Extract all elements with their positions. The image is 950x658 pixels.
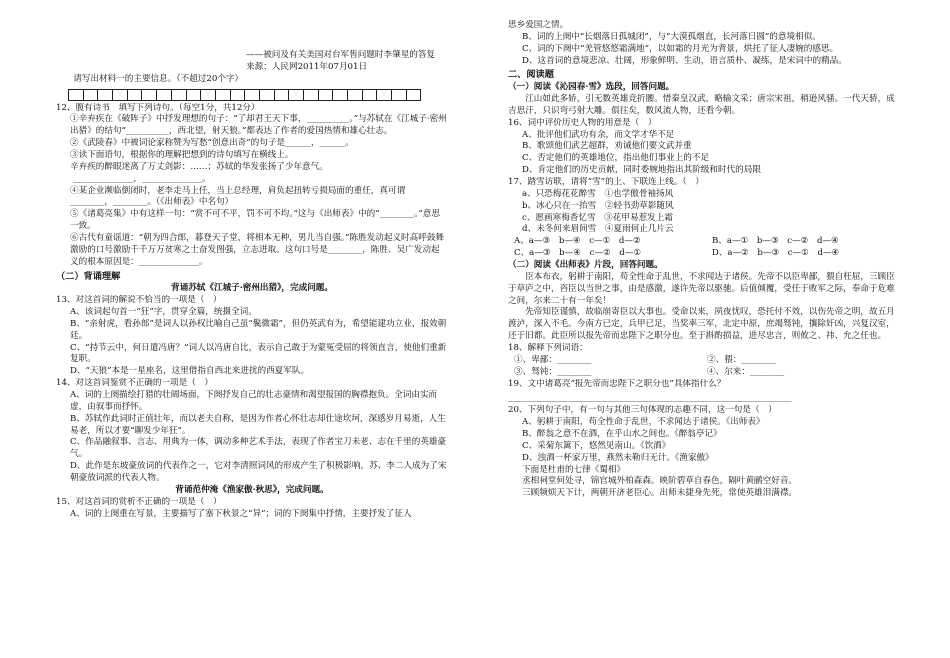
option-item: ①、卑鄙：________	[514, 354, 592, 365]
answer-cell[interactable]	[127, 89, 142, 101]
question-line: 13、对这首词的解说不恰当的一项是（ ）	[56, 295, 222, 306]
option-text: c、愿画寒梅香忆雪 ③花甲易惹发上霜	[522, 212, 673, 223]
answer-cell[interactable]	[303, 89, 318, 101]
option-text: ⑥古代有童谣道：“朝为四合郎，暮登天子堂，将相本无种，男儿当自强。”陈胜发动起义时高呼鼓舞激励的口号激励千千万万贫寒之士奋发图强，立志进取。这句口号是________，陈胜、吴广发动起义的根本原因是：______________。	[70, 233, 445, 267]
reading-heading: （一）阅读《沁园春·雪》选段，回答问题。	[508, 82, 675, 93]
option-text: D、浊酒一杯家万里，燕然未勒归无计。《渔家傲》	[522, 452, 714, 463]
answer-cell[interactable]	[112, 89, 127, 101]
answer-cell[interactable]	[171, 89, 186, 101]
answer-cell[interactable]	[83, 89, 98, 101]
source-line: 来源：人民网2011年07月01日	[246, 61, 368, 72]
question-line: ______________，______________。	[56, 173, 211, 184]
question-line: 15、对这首词的赏析不正确的一项是（ ）	[56, 496, 222, 507]
answer-cell[interactable]	[288, 89, 303, 101]
option-text: 三顾频烦天下计，两朝开济老臣心。出师未捷身先死，常使英雄泪满襟。	[522, 488, 798, 499]
option-text: 辛弃疾的醉眼迷离了万丈剑影：……；苏轼的华发张扬了少年意气。	[70, 161, 328, 172]
answer-cell[interactable]	[376, 89, 391, 101]
option-text: C、“持节云中，何日遣冯唐？”词人以冯唐自比，表示自己敢于为蒙冤受屈的将领直言，使他们重新复职。	[70, 342, 447, 365]
option-row	[508, 236, 900, 248]
option-row	[508, 248, 900, 260]
option-text: B、苏轼作此词时正值壮年，而以老夫自称，是因为作者心怀壮志却仕途坎坷，深感岁月易逝，人生易老，所以才要“聊发少年狂”。	[70, 413, 446, 436]
option-item: C、a—③ b—④ c—② d—①	[514, 248, 642, 259]
left-column	[56, 50, 448, 520]
option-item	[676, 236, 702, 248]
answer-cell[interactable]	[215, 89, 230, 101]
option-text: B、歌颂他们武艺超群，劝诫他们要文武并重	[522, 141, 692, 152]
option-text: D、肯定他们的历史贡献，同时委婉地指出其阶级和时代的局限	[522, 165, 761, 176]
reading-heading: （二）阅读《出师表》片段，回答问题。	[508, 260, 663, 271]
option-text: C、采菊东篱下，悠然见南山。《饮酒》	[522, 440, 671, 451]
answer-cell[interactable]	[97, 89, 112, 101]
paragraph: 臣本布衣，躬耕于南阳，苟全性命于乱世，不求闻达于诸侯。先帝不以臣卑鄙，猥自枉屈，三顾臣于草庐之中，咨臣以当世之事，由是感激，遂许先帝以驱驰。后值倾覆，受任于败军之际，奉命于危难之间，尔来二十有一年矣！	[508, 271, 895, 306]
option-item: A、a—③ b—④ c—① d—②	[514, 236, 641, 247]
option-text: ①辛弃疾在《破阵子》中抒发理想的句子：“了却君王天下事，__________。”与苏轼在《江城子·密州出猎》的结句“__________，西北望，射天狼。”都表达了作者的爱国热情和雄心壮志。	[70, 114, 447, 137]
answer-grid[interactable]	[68, 89, 448, 101]
option-text: 丞相祠堂何处寻，锦官城外柏森森。映阶碧草自春色，隔叶黄鹂空好音。	[522, 476, 798, 487]
option-text: C、词的下阕中“羌管悠悠霜满地”，以如霜的月光为背景，烘托了征人凄婉的感思。	[522, 43, 839, 54]
option-item: ③、驽钝：________	[514, 366, 592, 377]
option-item: D、a—② b—③ c—① d—④	[711, 248, 840, 259]
answer-cell[interactable]	[244, 89, 259, 101]
answer-cell[interactable]	[200, 89, 215, 101]
option-item: B、a—① b—③ c—② d—④	[711, 236, 839, 247]
option-text: a、只恐梅花花醉雪 ①也学傲骨袖扬风	[522, 188, 674, 199]
answer-cell[interactable]	[318, 89, 333, 101]
option-text: 下面是杜甫的七律《蜀相》	[522, 464, 626, 475]
option-text: A、躬耕于南阳，苟全性命于乱世，不求闻达于诸侯。《出师表》	[522, 417, 765, 428]
answer-cell[interactable]	[141, 89, 156, 101]
subsection-title: 背诵范仲淹《渔家傲·秋思》，完成问题。	[175, 484, 329, 495]
subsection-title: 背诵苏轼《江城子·密州出猎》，完成问题。	[171, 283, 333, 294]
option-text: d、未冬何来眉间雪 ④夏雨何止几片云	[522, 224, 674, 235]
answer-cell[interactable]	[347, 89, 362, 101]
question-line: 17、踏雪访联，请将“雪”的上、下联连上线。（ ）	[508, 177, 704, 187]
answer-cell[interactable]	[391, 89, 406, 101]
option-text: C、否定他们的英雄地位，指出他们事业上的不足	[522, 153, 710, 164]
option-text: A、词的上阕描绘打猎的壮阔场面，下阕抒发自己的壮志豪情和渴望报国的胸襟抱负。全词由实而虚，由叙事而抒怀。	[70, 390, 438, 412]
question-line: 18、解释下列词语：	[508, 343, 588, 354]
option-item: ②、猥：________	[707, 354, 776, 365]
option-text: D、此作是东坡豪放词的代表作之一，它对李清照词风的形成产生了积极影响，苏、李二人成为了宋朝豪放词派的代表人物。	[70, 461, 447, 484]
paragraph: 江山如此多娇，引无数英雄竞折腰。惜秦皇汉武，略输文采；唐宗宋祖，稍逊风骚。一代天骄，成吉思汗，只识弯弓射大雕。俱往矣，数风流人物，还看今朝。	[508, 93, 895, 116]
option-item	[875, 248, 900, 260]
question-line: 14、对这首词鉴赏不正确的一项是（ ）	[56, 378, 214, 389]
answer-cell[interactable]	[186, 89, 201, 101]
option-text: ③读下面语句，根据你的理解把想到的诗句填写在横线上。	[70, 150, 294, 161]
answer-cell[interactable]	[362, 89, 377, 101]
option-text: ②《武陵春》中被词论家称赞为写愁“创意出奇”的句子是______，______。	[70, 138, 354, 149]
option-item	[874, 236, 900, 248]
question-line: 16、词中评价历史人物的用意是（ ）	[508, 117, 657, 128]
answer-cell[interactable]	[230, 89, 245, 101]
answer-cell[interactable]	[259, 89, 274, 101]
question-line: 20、下列句子中，有一句与其他三句体现的志趣不同，这一句是（ ）	[508, 405, 777, 416]
option-text: D、“天狼”本是一星座名，这里借指自西北来进扰的西夏军队。	[70, 366, 310, 377]
option-text: C、作品融叙事、言志、用典为一体，调动多种艺术手法，表现了作者宝刀未老、志在千里的英雄豪气。	[70, 437, 447, 460]
option-text: B、“亲射虎，看孙郎”是词人以孙权比喻自己虽“鬓微霜”，但仍英武有为，希望能建功立业，报效朝廷。	[70, 318, 447, 341]
right-column	[508, 20, 900, 500]
option-text: b、冰心只在一抬雪 ②轻书劲草影随风	[522, 200, 674, 211]
answer-cell[interactable]	[274, 89, 289, 101]
option-text: ⑤《诸葛亮集》中有这样一句：“赏不可不平，罚不可不均。”这与《出师表》中的“________。”意思一致。	[70, 209, 440, 232]
section-heading: （二）背诵理解	[56, 270, 121, 282]
question-line: 19、文中诸葛亮“报先帝而忠陛下之职分也”具体指什么？	[508, 378, 726, 389]
question-line: 思乡爱国之情。	[508, 20, 569, 30]
paragraph: 先帝知臣谨慎，故临崩寄臣以大事也。受命以来，夙夜忧叹，恐托付不效，以伤先帝之明，故五月渡泸，深入不毛。今南方已定，兵甲已足，当奖率三军，北定中原，庶竭驽钝，攘除奸凶，兴复汉室，还于旧都。此臣所以报先帝而忠陛下之职分也。至于斟酌损益，进尽忠言，则攸之、祎、允之任也。	[508, 307, 895, 342]
option-text: ④某企业濒临倒闭时，老李走马上任，当上总经理，肩负起扭转亏损局面的重任，真可谓________，________。（《出师表》中名句）	[70, 185, 406, 208]
option-text: A、该词起句首一“狂”字，贯穿全篇，统摄全词。	[70, 307, 257, 318]
answer-cell[interactable]	[406, 89, 421, 101]
answer-cell[interactable]	[68, 89, 83, 101]
option-text: B、醉翁之意不在酒，在乎山水之间也。《醉翁亭记》	[522, 429, 722, 440]
option-item	[676, 248, 701, 260]
answer-cell[interactable]	[332, 89, 347, 101]
option-text: B、词的上阕中“长烟落日孤城闭”，与“大漠孤烟直，长河落日圆”的意境相似。	[522, 31, 821, 42]
question-line: 12、腹有诗书 填写下列诗句。（每空1分，共12分）	[56, 102, 260, 113]
source-line: ——被问及有关美国对台军售问题时李肇星的答复	[246, 50, 436, 60]
option-text: A、词的上阕重在写景，主要描写了塞下秋景之“异”；词的下阕集中抒情，主要抒发了征人	[70, 508, 412, 519]
option-text: D、这首词的意境悲凉、壮阔，形象鲜明、生动，语言质朴、凝练，是宋词中的精品。	[522, 55, 847, 66]
answer-cell[interactable]	[156, 89, 171, 101]
section-heading: 二、阅读题	[508, 69, 554, 81]
option-row	[508, 355, 900, 379]
paragraph: 请写出材料一的主要信息。（不超过20个字）	[73, 73, 244, 84]
option-item: ④、尔来：________	[707, 366, 785, 377]
question-line: __________________________________________________________________	[508, 393, 792, 404]
option-text: A、批评他们武功有余，而文学才华不足	[522, 129, 675, 140]
